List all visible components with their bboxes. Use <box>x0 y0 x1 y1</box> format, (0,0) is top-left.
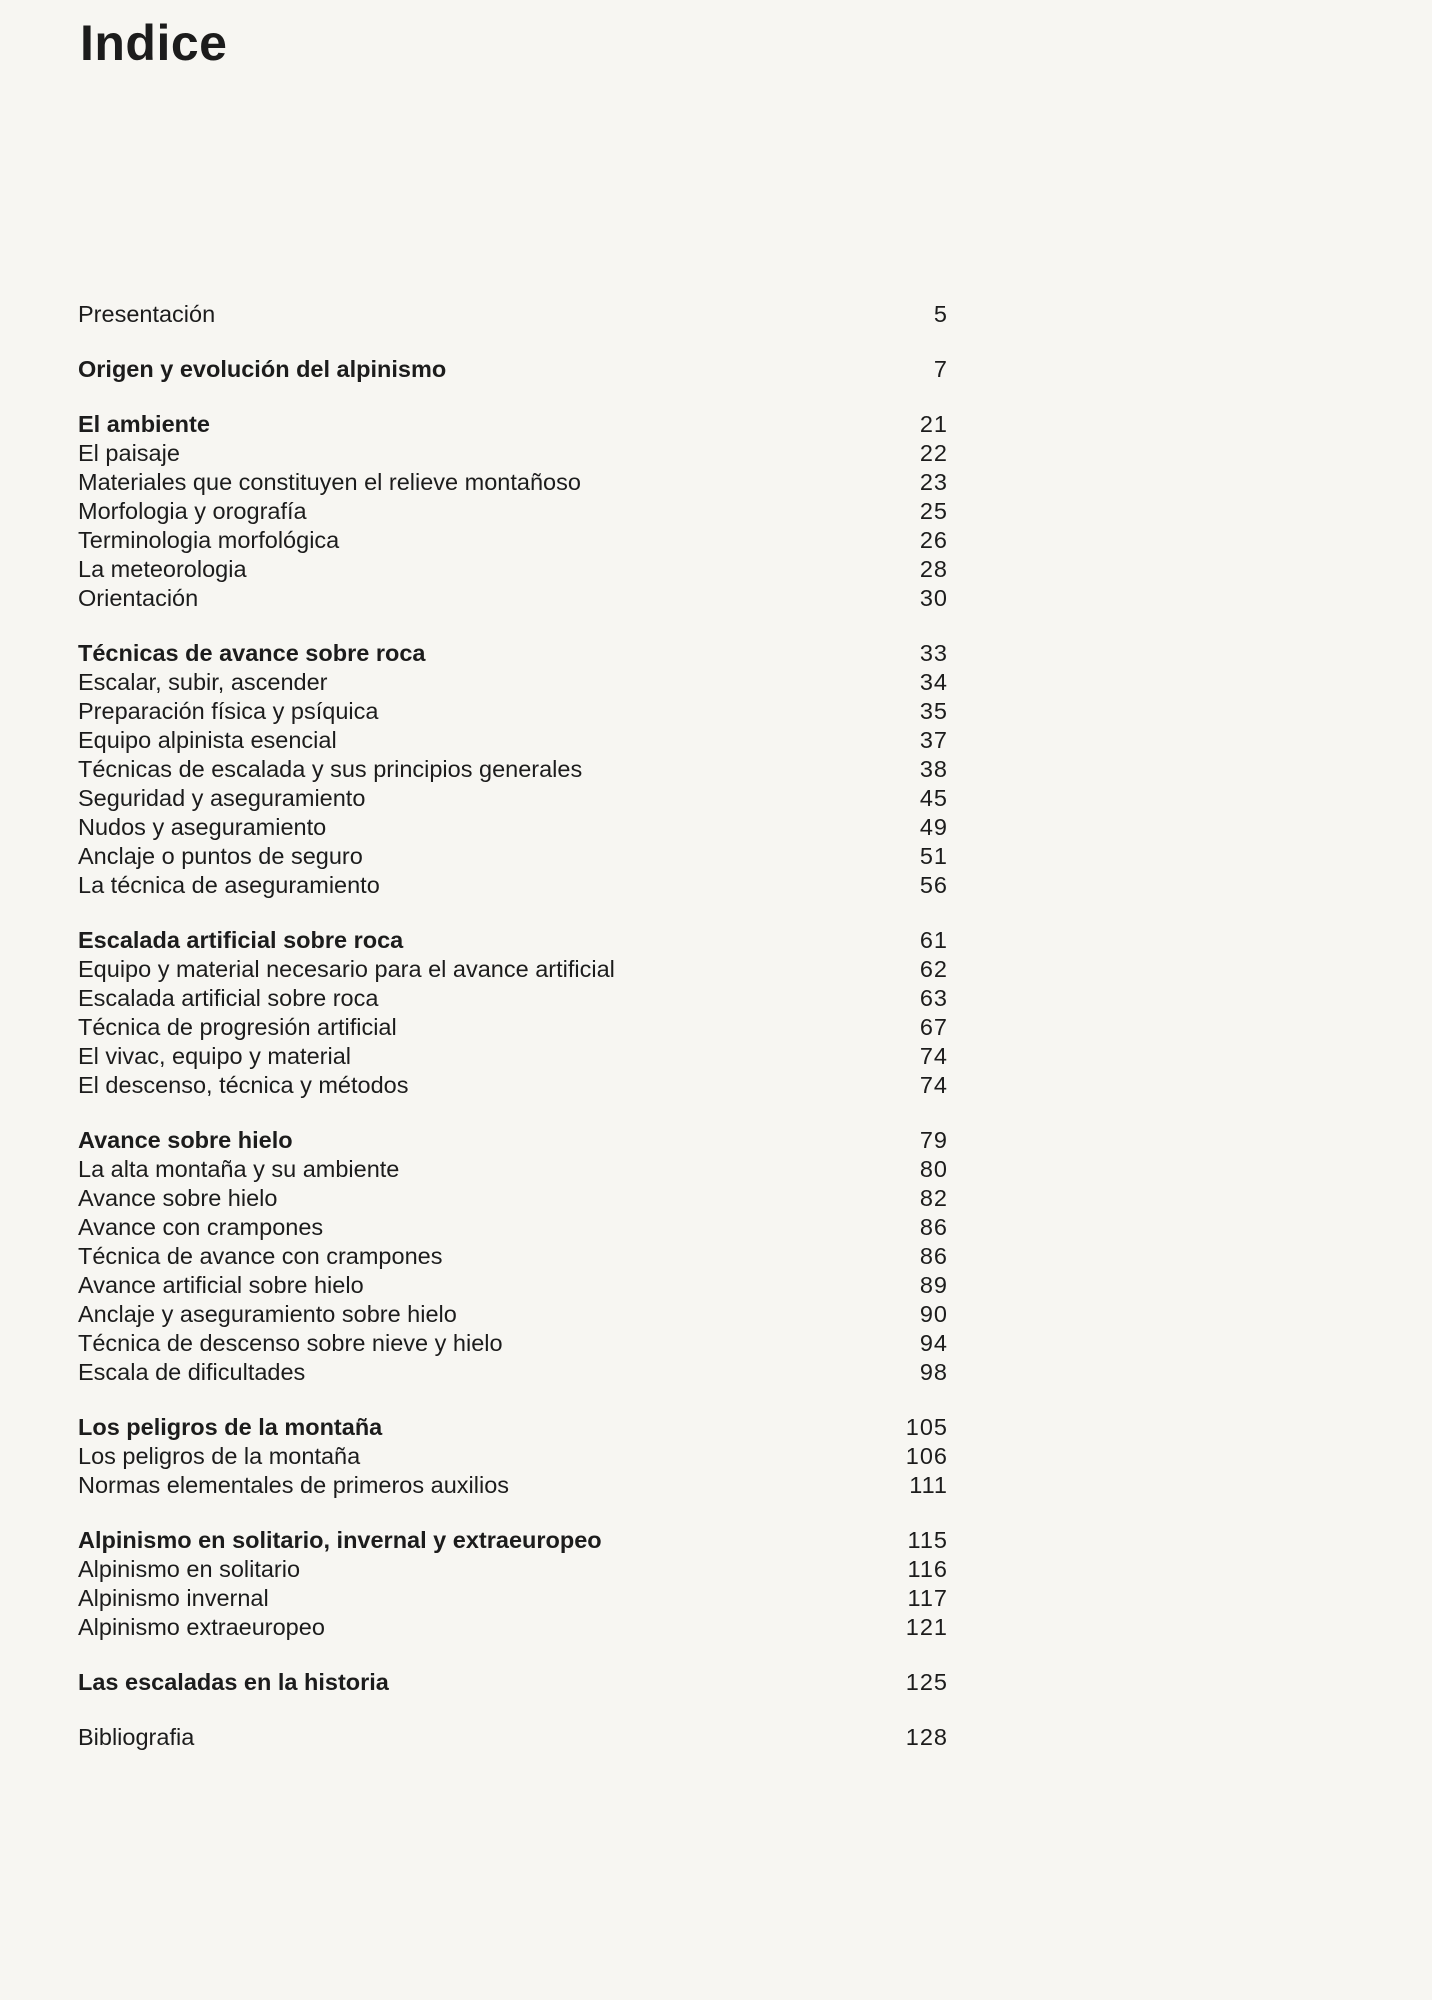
toc-page-number: 74 <box>919 1043 948 1069</box>
toc-entry-label: Técnica de avance con crampones <box>78 1243 443 1269</box>
toc-entry-label: Materiales que constituyen el relieve montañoso <box>78 469 581 495</box>
toc-entry <box>78 1242 948 1271</box>
toc-entry-label: Técnica de progresión artificial <box>78 1014 397 1040</box>
toc-entry-label: Bibliografia <box>78 1724 195 1750</box>
toc-entry-label: Escalada artificial sobre roca <box>78 985 379 1011</box>
toc-page-number: 117 <box>907 1585 948 1611</box>
toc-entry <box>78 784 948 813</box>
toc-page-number: 128 <box>905 1724 948 1750</box>
toc-section <box>78 1413 948 1500</box>
toc-page-number: 86 <box>919 1243 948 1269</box>
toc-entry-label: Avance sobre hielo <box>78 1127 293 1153</box>
toc-page-number: 79 <box>919 1127 948 1153</box>
toc-entry <box>78 468 948 497</box>
toc-page-number: 63 <box>919 985 948 1011</box>
toc-entry <box>78 555 948 584</box>
toc-entry-label: Los peligros de la montaña <box>78 1443 361 1469</box>
toc-entry-label: Avance artificial sobre hielo <box>78 1272 364 1298</box>
toc-entry <box>78 1071 948 1100</box>
toc-section <box>78 300 948 329</box>
toc-entry-label: Técnica de descenso sobre nieve y hielo <box>78 1330 503 1356</box>
toc-page-number: 106 <box>905 1443 948 1469</box>
toc-entry-label: El ambiente <box>78 411 210 437</box>
toc-entry-label: El paisaje <box>78 440 180 466</box>
toc-entry-label: Presentación <box>78 301 216 327</box>
toc-entry <box>78 584 948 613</box>
toc-entry-label: Normas elementales de primeros auxilios <box>78 1472 510 1498</box>
toc-page-number: 56 <box>919 872 948 898</box>
toc-entry-label: Preparación física y psíquica <box>78 698 379 724</box>
toc-section-heading <box>78 355 948 384</box>
toc-page-number: 5 <box>933 301 948 327</box>
toc-entry <box>78 1042 948 1071</box>
toc-entry-label: Escala de dificultades <box>78 1359 306 1385</box>
toc-entry-label: Técnicas de escalada y sus principios generales <box>78 756 583 782</box>
toc-entry-label: Alpinismo invernal <box>78 1585 269 1611</box>
toc-section-heading <box>78 1526 948 1555</box>
toc-entry-label: Anclaje y aseguramiento sobre hielo <box>78 1301 457 1327</box>
table-of-contents <box>78 300 948 1778</box>
toc-entry-label: Las escaladas en la historia <box>78 1669 389 1695</box>
toc-page-number: 7 <box>933 356 948 382</box>
toc-section-heading <box>78 639 948 668</box>
toc-section-heading <box>78 410 948 439</box>
toc-page-number: 121 <box>905 1614 948 1640</box>
toc-entry-label: Nudos y aseguramiento <box>78 814 327 840</box>
toc-section <box>78 1723 948 1752</box>
toc-page-number: 125 <box>905 1669 948 1695</box>
toc-entry <box>78 984 948 1013</box>
toc-section <box>78 355 948 384</box>
toc-entry <box>78 726 948 755</box>
toc-entry <box>78 813 948 842</box>
toc-page-number: 49 <box>919 814 948 840</box>
toc-page-number: 82 <box>919 1185 948 1211</box>
toc-entry-label: Equipo y material necesario para el avance artificial <box>78 956 615 982</box>
toc-section-heading <box>78 1723 948 1752</box>
toc-entry-label: Morfologia y orografía <box>78 498 307 524</box>
toc-page-number: 26 <box>919 527 948 553</box>
toc-entry-label: Anclaje o puntos de seguro <box>78 843 363 869</box>
toc-entry-label: Origen y evolución del alpinismo <box>78 356 447 382</box>
toc-page-number: 30 <box>919 585 948 611</box>
toc-section-heading <box>78 300 948 329</box>
toc-entry <box>78 1358 948 1387</box>
toc-section <box>78 1526 948 1642</box>
toc-entry <box>78 1613 948 1642</box>
toc-page-number: 23 <box>919 469 948 495</box>
toc-section-heading <box>78 926 948 955</box>
toc-entry <box>78 1442 948 1471</box>
page-title: Indice <box>80 15 228 71</box>
toc-entry <box>78 1271 948 1300</box>
toc-entry <box>78 1555 948 1584</box>
toc-page-number: 90 <box>919 1301 948 1327</box>
toc-page-number: 61 <box>919 927 948 953</box>
toc-entry <box>78 439 948 468</box>
toc-page-number: 67 <box>919 1014 948 1040</box>
toc-entry-label: Técnicas de avance sobre roca <box>78 640 426 666</box>
toc-entry-label: La técnica de aseguramiento <box>78 872 380 898</box>
toc-entry <box>78 668 948 697</box>
toc-entry <box>78 1213 948 1242</box>
toc-page-number: 37 <box>919 727 948 753</box>
toc-page-number: 94 <box>919 1330 948 1356</box>
toc-page-number: 51 <box>919 843 948 869</box>
toc-page-number: 62 <box>919 956 948 982</box>
toc-entry-label: Alpinismo en solitario <box>78 1556 301 1582</box>
toc-page-number: 22 <box>919 440 948 466</box>
toc-entry <box>78 871 948 900</box>
toc-page-number: 86 <box>919 1214 948 1240</box>
toc-entry <box>78 842 948 871</box>
toc-entry <box>78 526 948 555</box>
toc-page-number: 115 <box>907 1527 948 1553</box>
toc-page-number: 89 <box>919 1272 948 1298</box>
toc-entry-label: La meteorologia <box>78 556 247 582</box>
toc-entry-label: Los peligros de la montaña <box>78 1414 383 1440</box>
toc-page-number: 74 <box>919 1072 948 1098</box>
toc-page-number: 105 <box>905 1414 948 1440</box>
toc-entry <box>78 955 948 984</box>
toc-page-number: 111 <box>909 1472 948 1498</box>
toc-page-number: 98 <box>919 1359 948 1385</box>
toc-entry <box>78 497 948 526</box>
toc-entry-label: Orientación <box>78 585 199 611</box>
toc-page-number: 25 <box>919 498 948 524</box>
toc-page-number: 80 <box>919 1156 948 1182</box>
toc-entry-label: Seguridad y aseguramiento <box>78 785 366 811</box>
toc-section <box>78 410 948 613</box>
toc-entry <box>78 1300 948 1329</box>
toc-page-number: 45 <box>919 785 948 811</box>
toc-entry <box>78 755 948 784</box>
toc-page-number: 34 <box>919 669 948 695</box>
toc-section-heading <box>78 1668 948 1697</box>
toc-entry-label: Escalar, subir, ascender <box>78 669 328 695</box>
toc-page-number: 21 <box>919 411 948 437</box>
toc-entry <box>78 1013 948 1042</box>
toc-section-heading <box>78 1126 948 1155</box>
toc-page-number: 28 <box>919 556 948 582</box>
toc-page-number: 38 <box>919 756 948 782</box>
toc-entry-label: Terminologia morfológica <box>78 527 340 553</box>
toc-entry-label: Escalada artificial sobre roca <box>78 927 404 953</box>
toc-section <box>78 1668 948 1697</box>
toc-page-number: 33 <box>919 640 948 666</box>
toc-page-number: 35 <box>919 698 948 724</box>
toc-section <box>78 926 948 1100</box>
toc-entry-label: El vivac, equipo y material <box>78 1043 351 1069</box>
toc-entry <box>78 1329 948 1358</box>
toc-section <box>78 639 948 900</box>
toc-entry <box>78 1471 948 1500</box>
toc-page-number: 116 <box>907 1556 948 1582</box>
toc-entry-label: Avance con crampones <box>78 1214 324 1240</box>
toc-section-heading <box>78 1413 948 1442</box>
toc-entry-label: El descenso, técnica y métodos <box>78 1072 409 1098</box>
toc-entry <box>78 697 948 726</box>
toc-entry <box>78 1584 948 1613</box>
toc-entry-label: Avance sobre hielo <box>78 1185 278 1211</box>
toc-entry-label: Alpinismo en solitario, invernal y extraeuropeo <box>78 1527 602 1553</box>
toc-entry <box>78 1155 948 1184</box>
toc-entry-label: La alta montaña y su ambiente <box>78 1156 400 1182</box>
toc-entry-label: Equipo alpinista esencial <box>78 727 337 753</box>
toc-entry-label: Alpinismo extraeuropeo <box>78 1614 325 1640</box>
toc-section <box>78 1126 948 1387</box>
toc-entry <box>78 1184 948 1213</box>
